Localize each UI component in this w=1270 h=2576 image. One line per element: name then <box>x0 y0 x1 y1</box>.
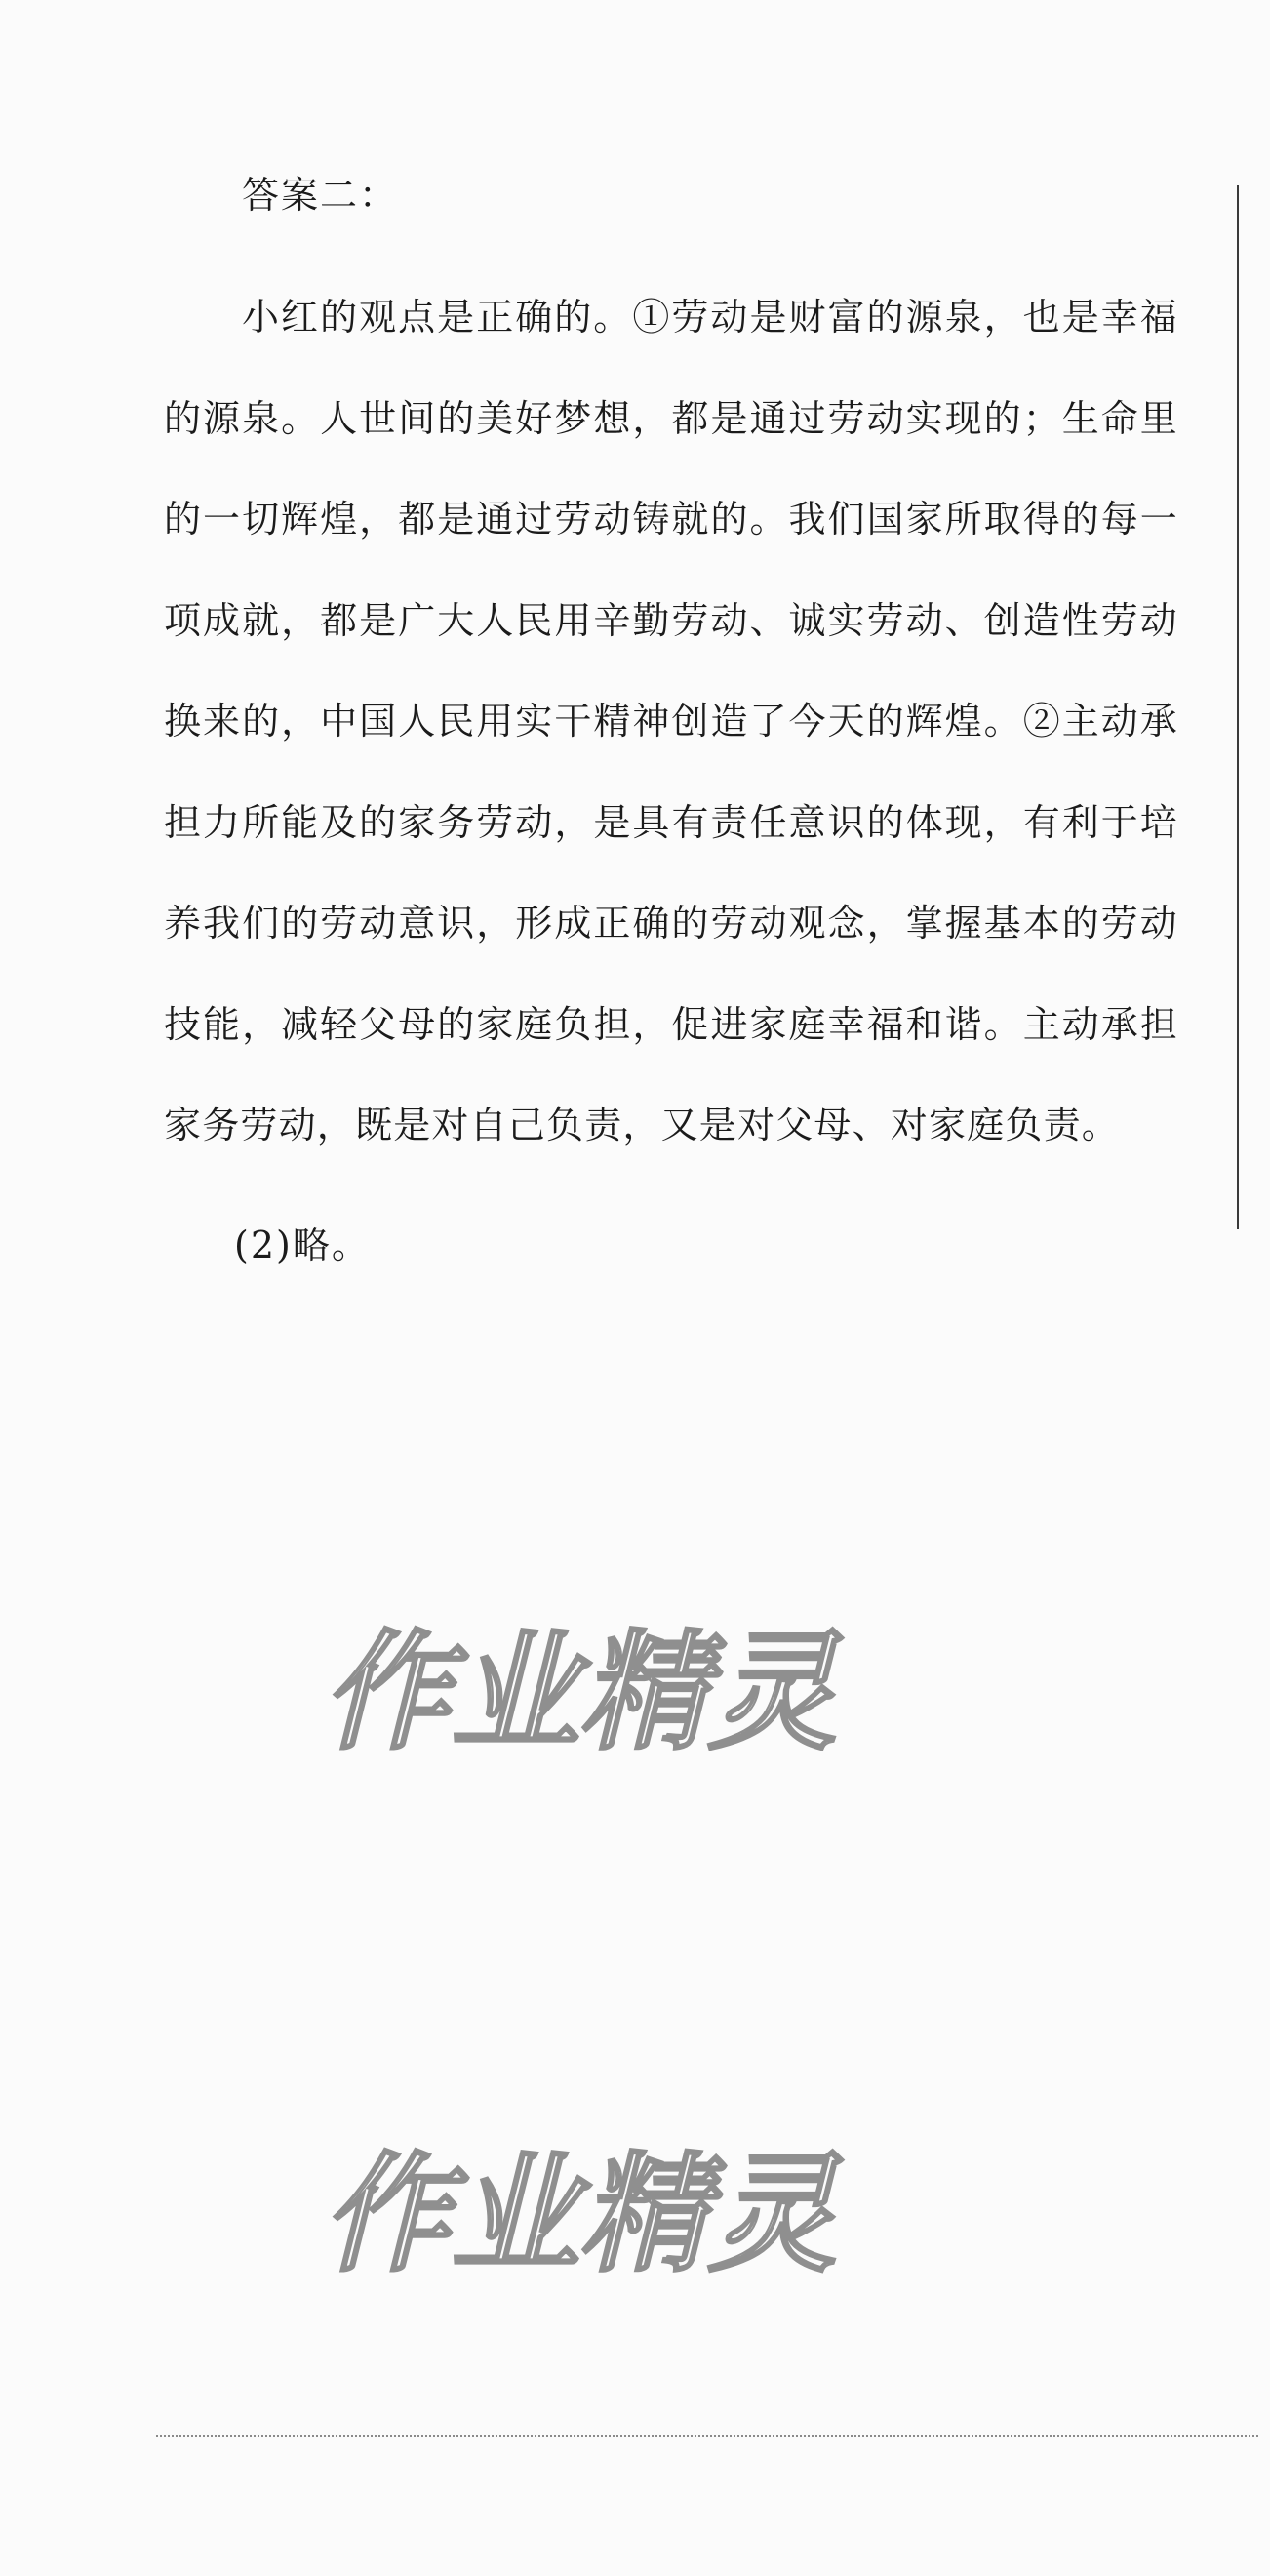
answer-text-block <box>164 166 1178 1274</box>
watermark-logo-graphic <box>307 2122 853 2317</box>
watermark-logo <box>307 2122 853 2317</box>
page-bottom-dotted-rule <box>156 2435 1258 2437</box>
watermark-logo-graphic <box>307 1600 853 1795</box>
answer-heading: 答案二： <box>242 174 399 217</box>
answer-note: (2)略。 <box>234 1223 371 1267</box>
margin-rule <box>1237 185 1239 1229</box>
watermark-text: 作业精灵 <box>314 2139 853 2290</box>
watermark-logo <box>307 1600 853 1795</box>
watermark-text: 作业精灵 <box>314 1617 853 1768</box>
answer-paragraph: 小红的观点是正确的。①劳动是财富的源泉，也是幸福的源泉。人世间的美好梦想，都是通过劳动实现的；生命里的一切辉煌，都是通过劳动铸就的。我们国家所取得的每一项成就，都是广大人民用辛勤劳动、诚实劳动、创造性劳动换来的，中国人民用实干精神创造了今天的辉煌。②主动承担力所能及的家务劳动，是具有责任意识的体现，有利于培养我们的劳动意识，形成正确的劳动观念，掌握基本的劳动技能，减轻父母的家庭负担，促进家庭幸福和谐。主动承担家务劳动，既是对自己负责，又是对父母、对家庭负责。 <box>164 296 1178 1147</box>
